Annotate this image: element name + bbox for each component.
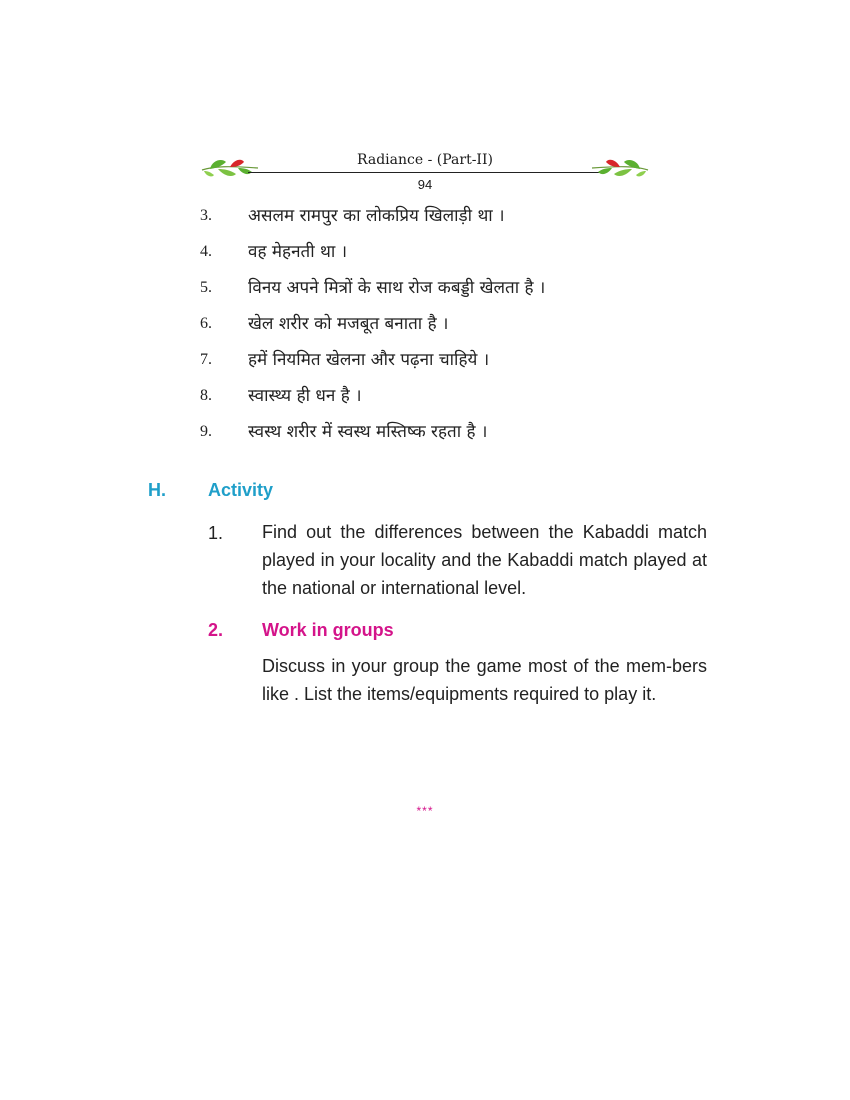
section-title: Activity bbox=[208, 480, 274, 500]
list-item bbox=[200, 311, 680, 347]
activity-item-number: 1. bbox=[208, 523, 224, 543]
activity-item-text: Find out the differences between the Kabaddi match played in your locality and the Kabaddi match played at the national or international level. bbox=[262, 522, 707, 598]
item-text: हमें नियमित खेलना और पढ़ना चाहिये । bbox=[248, 350, 490, 370]
header-title: Radiance - (Part-II) bbox=[357, 152, 493, 168]
item-text: स्वास्थ्य ही धन है । bbox=[248, 386, 362, 406]
hindi-sentence-list bbox=[200, 203, 680, 455]
end-mark: *** bbox=[416, 804, 434, 818]
item-text: असलम रामपुर का लोकप्रिय खिलाड़ी था । bbox=[248, 206, 505, 226]
item-number: 3. bbox=[200, 207, 212, 224]
item-number: 4. bbox=[200, 243, 212, 260]
header-rule bbox=[248, 172, 602, 173]
item-number: 6. bbox=[200, 315, 212, 332]
group-work-text: Discuss in your group the game most of the mem-bers like . List the items/equipments required to play it. bbox=[262, 656, 707, 704]
item-number: 8. bbox=[200, 387, 212, 404]
list-item bbox=[200, 419, 680, 455]
subsection-number: 2. bbox=[208, 620, 224, 640]
item-text: खेल शरीर को मजबूत बनाता है । bbox=[248, 314, 449, 334]
item-text: स्वस्थ शरीर में स्वस्थ मस्तिष्क रहता है । bbox=[248, 422, 488, 442]
subsection-title: Work in groups bbox=[262, 620, 394, 640]
page-number: 94 bbox=[417, 177, 433, 192]
item-number: 9. bbox=[200, 423, 212, 440]
section-label: H. bbox=[148, 480, 166, 500]
item-text: विनय अपने मित्रों के साथ रोज कबड्डी खेलता है । bbox=[248, 278, 546, 298]
list-item bbox=[200, 347, 680, 383]
page-header bbox=[200, 148, 650, 198]
list-item bbox=[200, 383, 680, 419]
item-number: 5. bbox=[200, 279, 212, 296]
list-item bbox=[200, 239, 680, 275]
list-item bbox=[200, 275, 680, 311]
item-number: 7. bbox=[200, 351, 212, 368]
leaf-decoration-icon bbox=[590, 148, 650, 188]
list-item bbox=[200, 203, 680, 239]
item-text: वह मेहनती था । bbox=[248, 242, 348, 262]
